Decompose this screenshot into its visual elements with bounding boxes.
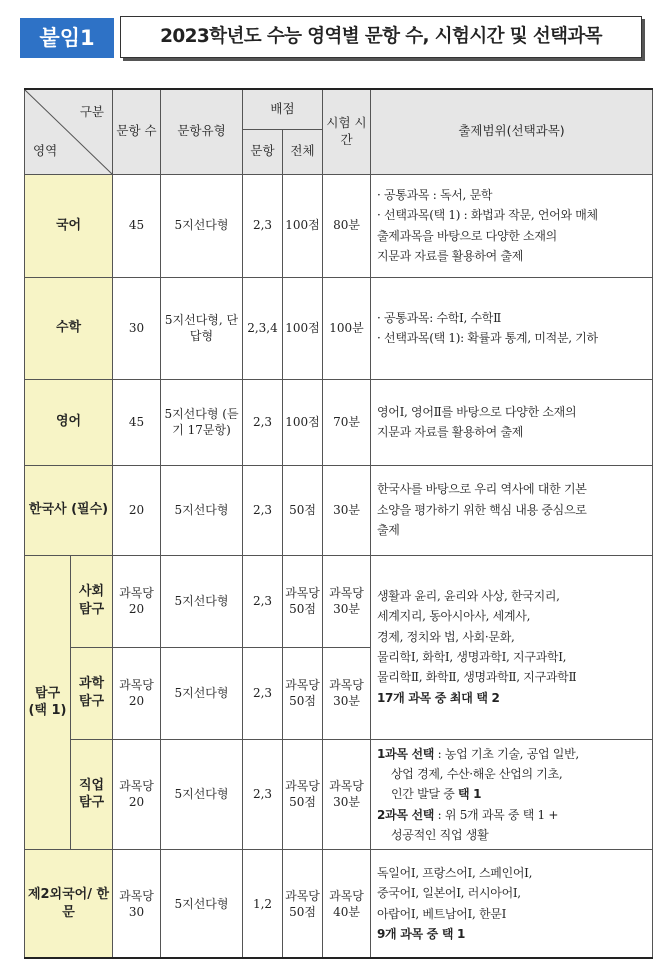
range-line: · 선택과목(택 1): 확률과 통계, 미적분, 기하 [377,331,598,345]
range-line: 중국어Ⅰ, 일본어Ⅰ, 러시아어Ⅰ, [377,886,521,901]
range-korean [371,174,653,277]
range-line: 물리학Ⅱ, 화학Ⅱ, 생명과학Ⅱ, 지구과학Ⅱ [377,670,577,685]
time-vocational: 과목당 30분 [323,739,371,850]
header-corner [25,89,113,174]
count-social: 과목당 20 [113,555,161,647]
header-time: 시험 시간 [323,89,371,174]
sub-social: 사회 탐구 [71,555,113,647]
score-item-vocational: 2,3 [243,739,283,850]
row-foreign [25,850,653,958]
score-total-english: 100점 [283,379,323,465]
time-social: 과목당 30분 [323,555,371,647]
range-line [377,784,646,804]
row-english [25,379,653,465]
exam-table [24,88,653,959]
diagonal-line [25,90,113,175]
range-line: 생활과 윤리, 윤리와 사상, 한국지리, [377,588,560,603]
score-total-korean: 100점 [283,174,323,277]
score-item-history: 2,3 [243,465,283,555]
range-history [371,465,653,555]
header-score-total: 전체 [283,129,323,174]
one-subject-pick: 택 1 [458,787,482,802]
range-line: 한국사를 바탕으로 우리 역사에 대한 기본 [377,482,587,497]
score-item-korean: 2,3 [243,174,283,277]
range-vocational [371,739,653,850]
row-social [25,555,653,647]
range-line: · 선택과목(택 1) : 화법과 작문, 언어와 매체 [377,208,598,223]
score-total-vocational: 과목당 50점 [283,739,323,850]
score-total-math: 100점 [283,277,323,379]
range-line: 지문과 자료를 활용하여 출제 [377,248,524,263]
type-social: 5지선다형 [161,555,243,647]
range-line: 소양을 평가하기 위한 핵심 내용 중심으로 [377,502,587,517]
time-english: 70분 [323,379,371,465]
row-history [25,465,653,555]
time-science: 과목당 30분 [323,647,371,739]
score-item-math: 2,3,4 [243,277,283,379]
time-math: 100분 [323,277,371,379]
row-math [25,277,653,379]
area-math: 수학 [25,277,113,379]
time-history: 30분 [323,465,371,555]
score-item-foreign: 1,2 [243,850,283,958]
type-math: 5지선다형, 단답형 [161,277,243,379]
type-science: 5지선다형 [161,647,243,739]
score-item-science: 2,3 [243,647,283,739]
score-total-foreign: 과목당 50점 [283,850,323,958]
range-line: 상업 경제, 수산·해운 산업의 기초, [391,766,563,781]
range-social-science [371,555,653,739]
area-foreign: 제2외국어/ 한문 [25,850,113,958]
row-vocational [25,739,653,850]
header-area: 영역 [33,142,58,158]
range-english [371,379,653,465]
row-korean [25,174,653,277]
sub-vocational: 직업 탐구 [71,739,113,850]
appendix-badge: 붙임1 [20,18,114,58]
range-line: 경제, 정치와 법, 사회·문화, [377,629,515,644]
header-range: 출제범위(선택과목) [371,89,653,174]
type-korean: 5지선다형 [161,174,243,277]
one-subject-text: : 농업 기초 기술, 공업 일반, [434,746,579,761]
count-korean: 45 [113,174,161,277]
area-korean: 국어 [25,174,113,277]
count-math: 30 [113,277,161,379]
sub-science: 과학 탐구 [71,647,113,739]
score-item-social: 2,3 [243,555,283,647]
range-line: 아랍어Ⅰ, 베트남어Ⅰ, 한문Ⅰ [377,906,507,921]
count-science: 과목당 20 [113,647,161,739]
range-line: 독일어Ⅰ, 프랑스어Ⅰ, 스페인어Ⅰ, [377,865,533,880]
range-foreign [371,850,653,958]
one-subject-tail: 인간 발달 중 [391,787,459,802]
page-title: 2023학년도 수능 영역별 문항 수, 시험시간 및 선택과목 [120,16,642,58]
score-total-history: 50점 [283,465,323,555]
range-note: 9개 과목 중 택 1 [377,927,466,942]
range-line: 물리학Ⅰ, 화학Ⅰ, 생명과학Ⅰ, 지구과학Ⅰ, [377,650,567,664]
range-line: 세계지리, 동아시아사, 세계사, [377,609,531,624]
range-line: 지문과 자료를 활용하여 출제 [377,425,524,439]
range-line: · 공통과목 : 독서, 문학 [377,187,493,202]
header-score-item: 문항 [243,129,283,174]
time-foreign: 과목당 40분 [323,850,371,958]
type-history: 5지선다형 [161,465,243,555]
count-foreign: 과목당 30 [113,850,161,958]
header-gubun: 구분 [79,104,104,119]
type-english: 5지선다형 (듣기 17문항) [161,379,243,465]
range-line: · 공통과목: 수학Ⅰ, 수학Ⅱ [377,310,501,325]
range-line [377,744,646,764]
range-line: 영어Ⅰ, 영어Ⅱ를 바탕으로 다양한 소재의 [377,404,577,419]
count-vocational: 과목당 20 [113,739,161,850]
range-line: 성공적인 직업 생활 [391,828,489,843]
range-note: 17개 과목 중 최대 택 2 [377,690,500,705]
area-inquiry: 탐구 (택 1) [25,555,71,850]
area-english: 영어 [25,379,113,465]
time-korean: 80분 [323,174,371,277]
range-math [371,277,653,379]
type-vocational: 5지선다형 [161,739,243,850]
header-score: 배점 [243,89,323,129]
area-history: 한국사 (필수) [25,465,113,555]
header-type: 문항유형 [161,89,243,174]
count-english: 45 [113,379,161,465]
type-foreign: 5지선다형 [161,850,243,958]
score-item-english: 2,3 [243,379,283,465]
header-count: 문항 수 [113,89,161,174]
score-total-social: 과목당 50점 [283,555,323,647]
range-line: 출제 [377,523,400,538]
two-subject-text: : 위 5개 과목 중 택 1 + [434,807,559,822]
one-subject-label: 1과목 선택 [377,746,435,761]
range-line [377,805,646,825]
range-line: 출제과목을 바탕으로 다양한 소재의 [377,228,557,243]
two-subject-label: 2과목 선택 [377,807,435,822]
count-history: 20 [113,465,161,555]
score-total-science: 과목당 50점 [283,647,323,739]
